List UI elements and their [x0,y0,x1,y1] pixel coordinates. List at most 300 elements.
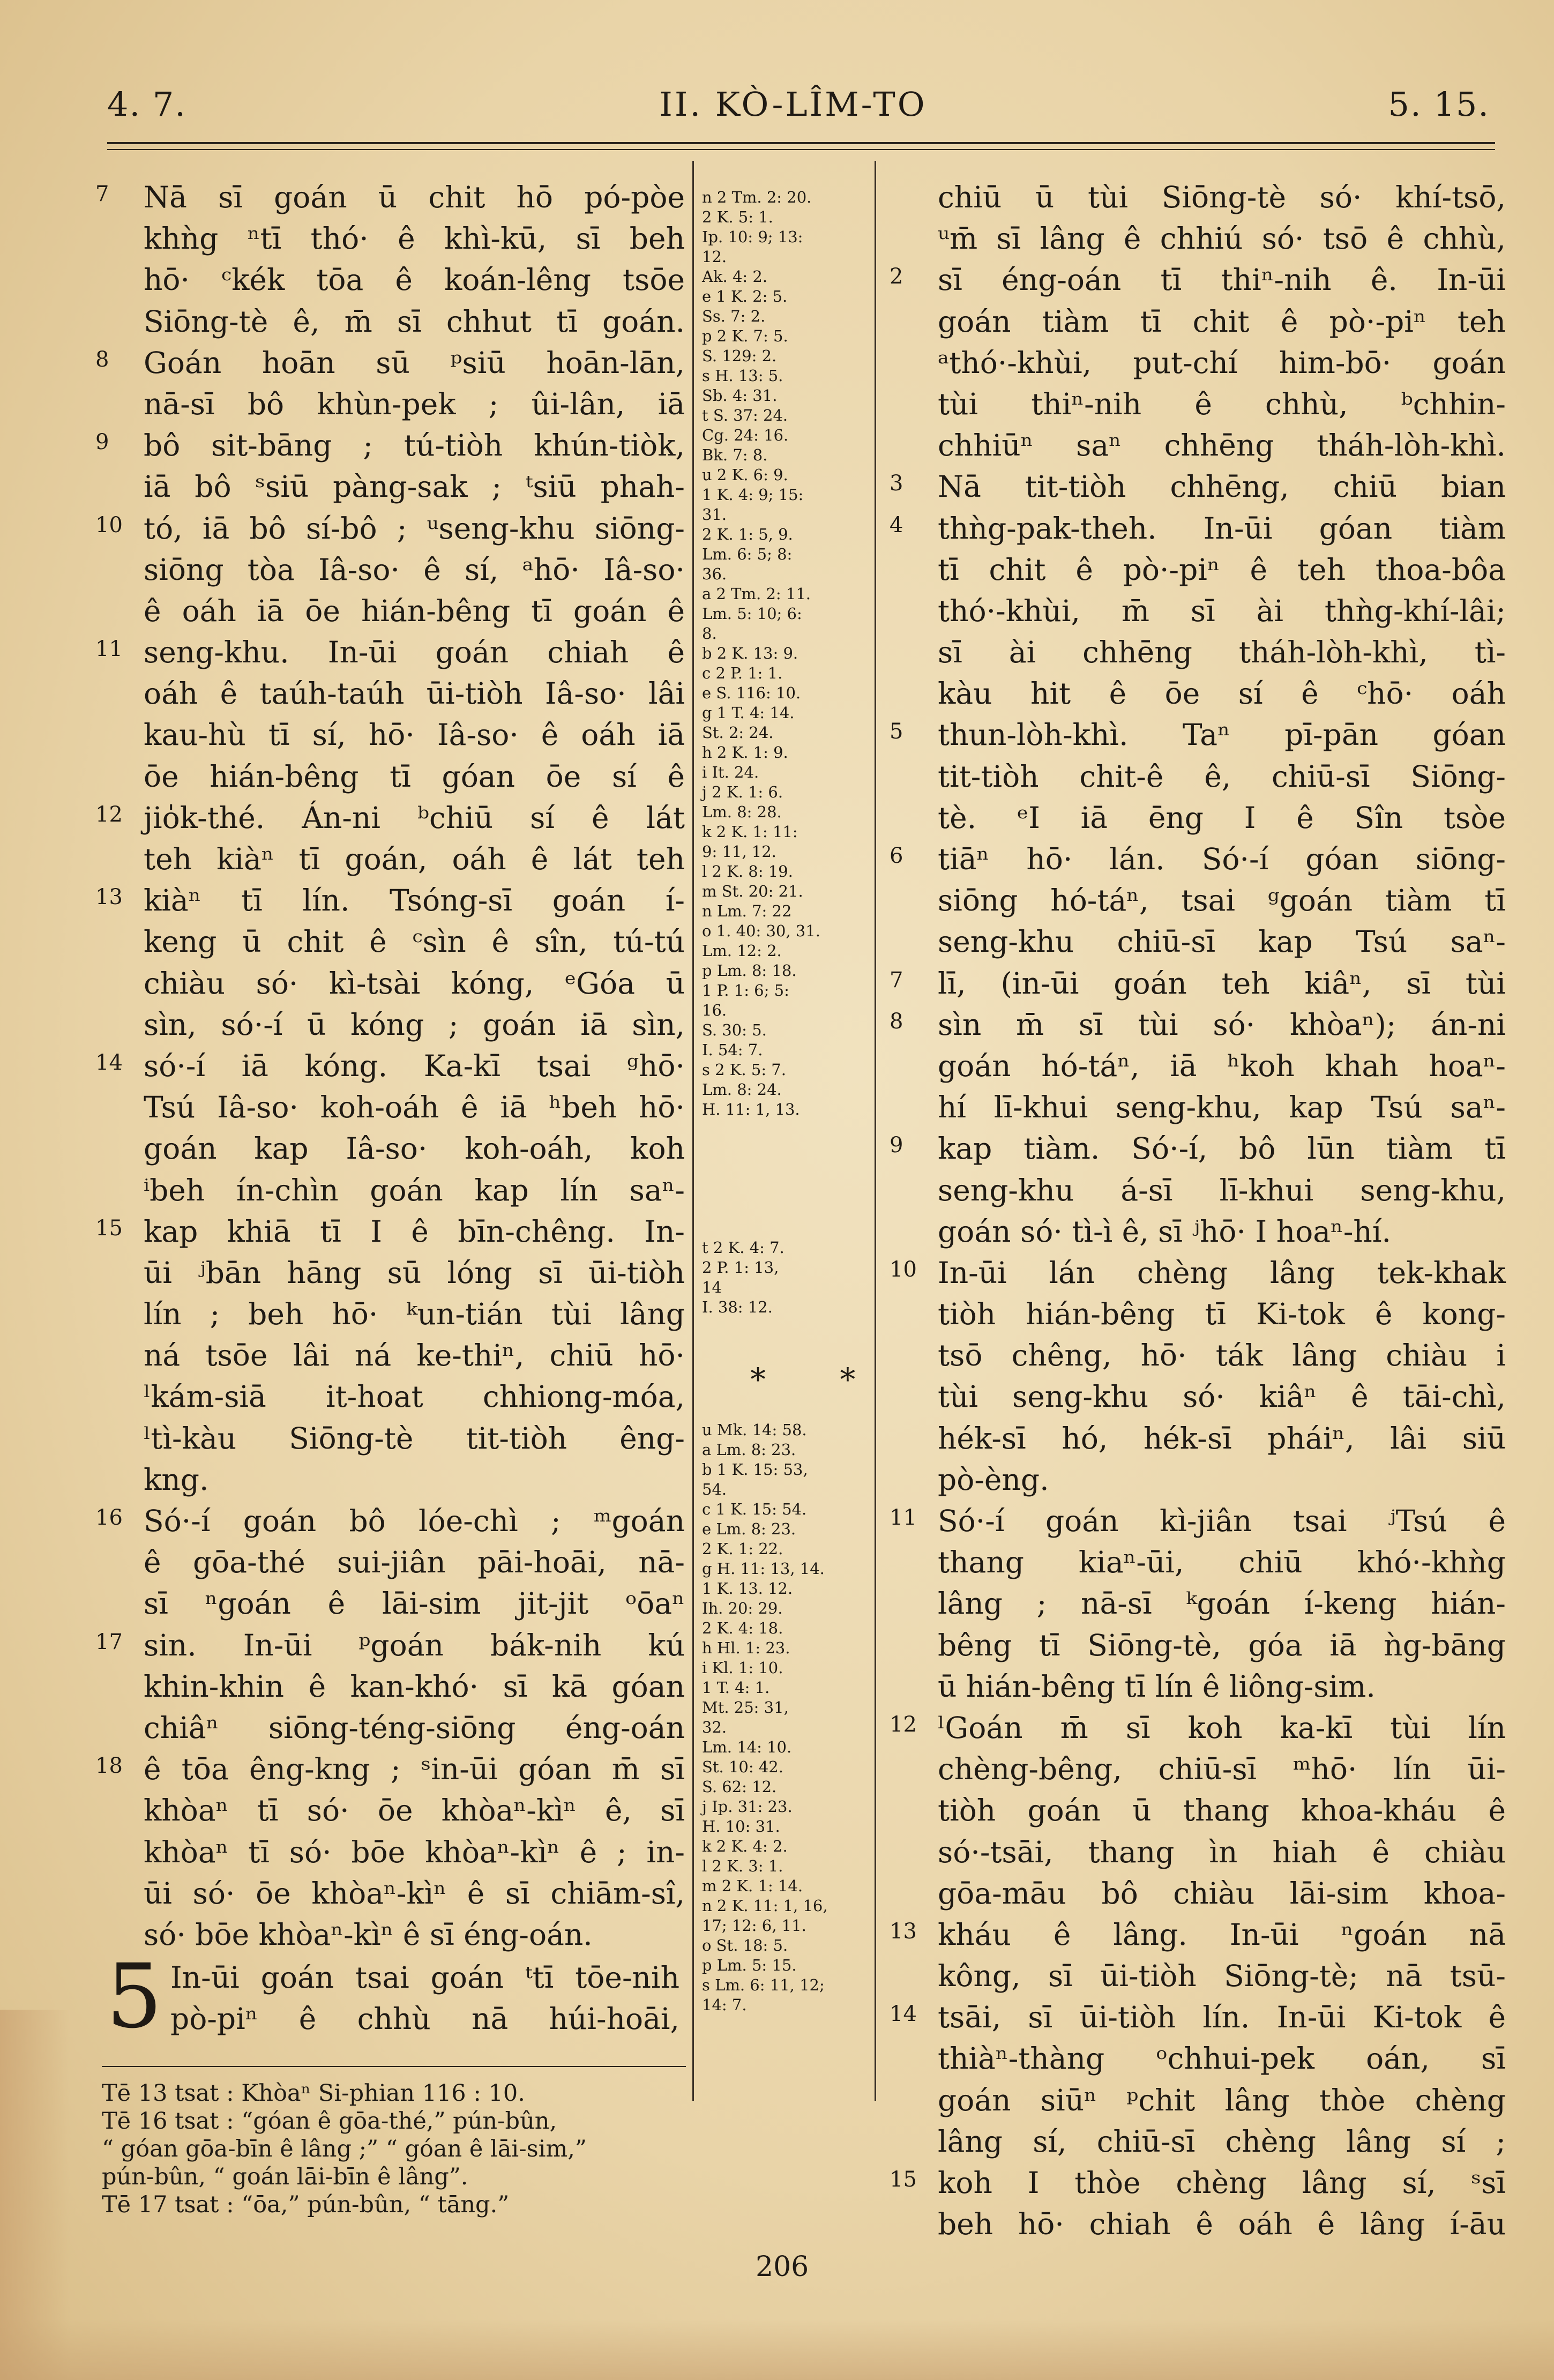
cross-reference: St. 10: 42. [702,1758,783,1776]
verse-text: In-ūi lán chèng lâng tek-khak [938,1255,1506,1290]
cross-reference: 54. [702,1480,727,1498]
text-line [95,384,685,425]
cross-reference: j 2 K. 1: 6. [702,783,783,801]
verse-text: thang kiaⁿ-ūi, chiū khó·-khǹg [938,1545,1506,1580]
cross-reference: i Kl. 1: 10. [702,1659,783,1677]
verse-number: 17 [95,1629,123,1654]
cross-reference: Ss. 7: 2. [702,307,766,325]
cross-references-bottom [702,1420,868,2015]
verse-text: Tsú Iâ-so· koh-oáh ê iā ʰbeh hō· [144,1090,685,1125]
text-line [95,1046,685,1087]
verse-text: chiàu só· kì-tsài kóng, ᵉGóa ū [144,966,685,1001]
text-line [890,880,1506,921]
text-line [890,549,1506,591]
verse-number: 18 [95,1754,123,1779]
verse-text: Só·-í goán kì-jiân tsai ʲTsú ê [938,1504,1506,1538]
verse-text: siōng tòa Iâ-so· ê sí, ᵃhō· Iâ-so· [144,552,685,587]
text-line [95,1832,685,1873]
verse-text: hō· ᶜkék tōa ê koán-lêng tsōe [144,263,685,297]
cross-reference: Ak. 4: 2. [702,267,768,286]
cross-reference: h Hl. 1: 23. [702,1639,790,1657]
cross-reference: 32. [702,1718,727,1736]
chapter-number: 5 [106,1945,162,2048]
verse-text: gōa-māu bô chiàu lāi-sim khoa- [938,1876,1506,1911]
verse-number: 8 [890,1009,903,1034]
text-line [890,714,1506,756]
text-line [95,1542,685,1583]
footnotes [102,2079,686,2219]
verse-text: Nā sī goán ū chit hō pó-pòe [144,180,685,214]
verse-text: goán siūⁿ ᵖchit lâng thòe chèng [938,2083,1506,2117]
cross-reference: 1 T. 4: 1. [702,1678,770,1697]
text-line [95,756,685,797]
cross-reference: Lm. 5: 10; 6: [702,605,802,623]
text-line [890,1749,1506,1790]
verse-text: jio̍k-thé. Án-ni ᵇchiū sí ê lát [144,800,685,835]
cross-reference: s H. 13: 5. [702,367,783,385]
text-line [890,384,1506,425]
verse-text: seng-khu á-sī lī-khui seng-khu, [938,1173,1506,1207]
verse-text: só·-tsāi, thang ìn hiah ê chiàu [938,1834,1506,1869]
footnote-line: “ góan gōa-bīn ê lâng ;” “ góan ê lāi-sim,” [102,2136,587,2162]
cross-reference: u Mk. 14: 58. [702,1421,807,1439]
text-line [890,1583,1506,1624]
verse-text: teh kiàⁿ tī goán, oáh ê lát teh [144,842,685,876]
cross-reference: h 2 K. 1: 9. [702,743,788,762]
cross-reference: p 2 K. 7: 5. [702,327,788,345]
cross-reference: Lm. 12: 2. [702,942,782,960]
verse-text: beh hō· chiah ê oáh ê lâng í-āu [938,2207,1506,2242]
verse-text: goán kap Iâ-so· koh-oáh, koh [144,1131,685,1166]
verse-text: kông, sī ūi-tiòh Siōng-tè; nā tsū- [938,1959,1506,1994]
verse-text: ˡGoán m̄ sī koh ka-kī tùi lín [938,1710,1506,1745]
verse-text: lín ; beh hō· ᵏun-tián tùi lâng [144,1297,685,1332]
text-line [95,1666,685,1707]
text-line [95,797,685,839]
cross-reference: H. 10: 31. [702,1817,780,1836]
verse-number: 7 [95,182,109,206]
verse-number: 11 [890,1505,917,1530]
verse-number: 16 [95,1505,123,1530]
cross-reference: I. 38: 12. [702,1298,773,1316]
verse-text: thun-lòh-khì. Taⁿ pī-pān góan [938,718,1506,752]
verse-number: 12 [95,802,123,827]
text-line [95,1459,685,1501]
cross-reference: n 2 K. 11: 1, 16, [702,1897,828,1915]
header-rule-thin [107,149,1495,150]
text-line [95,1749,685,1790]
text-line [890,2038,1506,2079]
cross-reference: o St. 18: 5. [702,1936,788,1954]
verse-number: 4 [890,512,903,538]
verse-number: 12 [890,1712,917,1737]
cross-reference: 8. [702,624,717,643]
cross-reference: 2 K. 5: 1. [702,208,773,226]
text-line [890,177,1506,218]
cross-reference: 1 K. 4: 9; 15: [702,486,804,504]
left-text-column [95,177,685,1956]
verse-text: só· bōe khòaⁿ-kìⁿ ê sī éng-oán. [144,1917,593,1952]
verse-text: tiòh hián-bêng tī Ki-tok ê kong- [938,1297,1506,1332]
cross-reference: S. 30: 5. [702,1021,767,1039]
text-line [890,301,1506,342]
verse-text: tùi seng-khu só· kiâⁿ ê tāi-chì, [938,1379,1506,1414]
text-line [95,301,685,342]
separator-stars: * * [750,1361,888,1398]
verse-text: pò-èng. [938,1462,1049,1497]
verse-number: 15 [95,1215,123,1241]
text-line [890,1997,1506,2038]
verse-number: 9 [890,1133,903,1158]
verse-number: 7 [890,967,903,993]
cross-reference: k 2 K. 4: 2. [702,1837,788,1855]
verse-text: Goán hoān sū ᵖsiū hoān-lān, [144,345,685,380]
verse-text: lâng sí, chiū-sī chèng lâng sí ; [938,2124,1506,2159]
text-line [95,1128,685,1169]
right-text-column [890,177,1506,2245]
text-line [95,880,685,921]
text-line [95,1914,685,1956]
verse-text: ˡkám-siā it-hoat chhiong-móa, [144,1379,685,1414]
text-line [890,1832,1506,1873]
verse-text: chèng-bêng, chiū-sī ᵐhō· lín ūi- [938,1752,1506,1787]
text-line [890,673,1506,714]
text-line [890,1211,1506,1252]
cross-reference: Ip. 10: 9; 13: [702,228,803,246]
cross-reference: p Lm. 5: 15. [702,1956,797,1974]
text-line [95,1252,685,1294]
chapter-line-1: In-ūi goán tsai goán ᵗtī tōe-nih [170,1960,679,1995]
text-line [890,2204,1506,2245]
text-line [890,508,1506,549]
cross-reference: c 1 K. 15: 54. [702,1500,807,1518]
cross-reference: Lm. 8: 28. [702,803,782,821]
text-line [95,1707,685,1749]
cross-reference: j Ip. 31: 23. [702,1797,793,1816]
text-line [890,921,1506,963]
text-line [890,1625,1506,1666]
verse-text: nā-sī bô khùn-pek ; ûi-lân, iā [144,386,685,421]
cross-reference: p Lm. 8: 18. [702,961,797,980]
verse-text: kháu ê lâng. In-ūi ⁿgoán nā [938,1917,1506,1952]
cross-reference: t S. 37: 24. [702,406,788,424]
chapter-line-2: pò-piⁿ ê chhù nā húi-hoāi, [170,2002,679,2036]
cross-reference: 14: 7. [702,1996,747,2014]
verse-text: tiāⁿ hō· lán. Só·-í góan siōng- [938,842,1506,876]
text-line [890,963,1506,1004]
text-line [890,342,1506,384]
cross-reference: a Lm. 8: 23. [702,1441,796,1459]
text-line [95,1087,685,1128]
verse-text: seng-khu chiū-sī kap Tsú saⁿ- [938,924,1506,959]
text-line [890,1459,1506,1501]
verse-text: bô sit-bāng ; tú-tiòh khún-tiòk, [144,428,685,463]
verse-text: Nā tit-tiòh chhēng, chiū bian [938,469,1506,504]
verse-text: Só·-í goán bô lóe-chì ; ᵐgoán [144,1504,685,1538]
cross-reference: l 2 K. 3: 1. [702,1857,783,1875]
verse-text: thiàⁿ-thàng ᵒchhui-pek oán, sī [938,2041,1506,2076]
verse-text: ᵘm̄ sī lâng ê chhiú só· tsō ê chhù, [938,221,1506,256]
verse-text: goán hó-táⁿ, iā ʰkoh khah hoaⁿ- [938,1048,1506,1083]
cross-reference: 2 K. 1: 5, 9. [702,525,793,543]
cross-reference: S. 62: 12. [702,1778,777,1796]
text-line [95,963,685,1004]
cross-reference: 1 K. 13. 12. [702,1579,793,1598]
text-line [95,1790,685,1831]
verse-text: lâng ; nā-sī ᵏgoán í-keng hián- [938,1586,1506,1621]
verse-text: siōng hó-táⁿ, tsai ᵍgoán tiàm tī [938,883,1506,918]
text-line [95,177,685,218]
verse-text: thó·-khùi, m̄ sī ài thǹg-khí-lâi; [938,593,1506,628]
cross-reference: c 2 P. 1: 1. [702,664,783,682]
text-line [95,218,685,259]
cross-reference: a 2 Tm. 2: 11. [702,585,811,603]
text-line [95,466,685,508]
verse-text: khòaⁿ tī só· bōe khòaⁿ-kìⁿ ê ; in- [144,1834,685,1869]
cross-reference: 2 K. 4: 18. [702,1619,783,1637]
cross-reference: 14 [702,1278,722,1296]
verse-text: thǹg-pak-theh. In-ūi góan tiàm [938,511,1506,546]
text-line [890,1046,1506,1087]
text-line [95,1873,685,1914]
verse-number: 13 [890,1919,917,1944]
cross-reference: i It. 24. [702,763,759,781]
text-line [95,1418,685,1459]
text-line [890,259,1506,301]
text-line [95,921,685,963]
verse-text: sī ài chhēng tháh-lòh-khì, tì- [938,635,1506,670]
verse-number: 15 [890,2167,917,2192]
verse-number: 8 [95,347,109,372]
cross-reference: u 2 K. 6: 9. [702,466,788,484]
verse-text: bêng tī Siōng-tè, góa iā ǹg-bāng [938,1628,1506,1662]
verse-text: kng. [144,1462,209,1497]
text-line [890,1335,1506,1376]
cross-reference: I. 54: 7. [702,1041,763,1059]
text-line [95,1004,685,1046]
verse-number: 9 [95,430,109,455]
verse-text: sī éng-oán tī thiⁿ-nih ê. In-ūi [938,263,1506,297]
cross-reference: b 1 K. 15: 53, [702,1460,808,1479]
verse-text: tsāi, sī ūi-tiòh lín. In-ūi Ki-tok ê [938,2000,1506,2035]
cross-reference: k 2 K. 1: 11: [702,823,798,841]
cross-reference: n 2 Tm. 2: 20. [702,188,812,206]
header-book-title: II. KÒ-LÎM-TO [659,85,927,124]
cross-reference: 16. [702,1001,727,1019]
verse-text: Siōng-tè ê, m̄ sī chhut tī goán. [144,304,685,339]
cross-reference: Ih. 20: 29. [702,1599,783,1617]
cross-reference: Lm. 14: 10. [702,1738,792,1756]
verse-text: tiòh goán ū thang khoa-kháu ê [938,1793,1506,1828]
cross-reference: m 2 K. 1: 14. [702,1877,803,1895]
verse-text: ū hián-bêng tī lín ê liông-sim. [938,1669,1376,1704]
text-line [890,797,1506,839]
footnote-line: Tē 16 tsat : “góan ê gōa-thé,” pún-bûn, [102,2108,557,2135]
column-divider-left [692,161,694,2101]
footnote-rule [102,2066,686,2067]
verse-text: tó, iā bô sí-bô ; ᵘseng-khu siōng- [144,511,685,546]
cross-reference: 12. [702,248,727,266]
text-line [890,1252,1506,1294]
verse-text: oáh ê taúh-taúh ūi-tiòh Iâ-so· lâi [144,676,685,711]
text-line [95,1294,685,1335]
text-line [95,549,685,591]
verse-text: ˡtì-kàu Siōng-tè tit-tiòh êng- [144,1421,685,1456]
text-line [890,1501,1506,1542]
footnote-line: Tē 13 tsat : Khòaⁿ Si-phian 116 : 10. [102,2080,525,2107]
verse-text: ᵃthó·-khùi, put-chí him-bō· goán [938,345,1506,380]
cross-reference: Lm. 8: 24. [702,1080,782,1099]
header-rule [107,142,1495,144]
text-line [890,839,1506,880]
verse-text: seng-khu. In-ūi goán chiah ê [144,635,685,670]
verse-text: khǹg ⁿtī thó· ê khì-kū, sī beh [144,221,685,256]
verse-text: goán tiàm tī chit ê pò·-piⁿ teh [938,304,1506,339]
verse-number: 14 [95,1050,123,1075]
text-line [890,218,1506,259]
cross-reference: t 2 K. 4: 7. [702,1239,785,1257]
cross-reference: H. 11: 1, 13. [702,1100,800,1118]
verse-number: 10 [95,512,123,538]
header-right-ref: 5. 15. [1388,85,1490,124]
verse-text: ūi só· ōe khòaⁿ-kìⁿ ê sī chiām-sî, [144,1876,685,1911]
chapter-start [95,1945,685,2048]
text-line [95,839,685,880]
verse-text: sī ⁿgoán ê lāi-sim jit-jit ᵒōaⁿ [144,1586,685,1621]
verse-text: hék-sī hó, hék-sī pháiⁿ, lâi siū [938,1421,1506,1456]
verse-text: iā bô ˢsiū pàng-sak ; ᵗsiū phah- [144,469,685,504]
cross-reference: s Lm. 6: 11, 12; [702,1976,825,1994]
text-line [890,1873,1506,1914]
text-line [95,673,685,714]
verse-text: tùi thiⁿ-nih ê chhù, ᵇchhin- [938,386,1506,421]
verse-text: tit-tiòh chit-ê ê, chiū-sī Siōng- [938,759,1506,794]
cross-reference: n Lm. 7: 22 [702,902,792,920]
cross-references-top [702,188,868,1120]
verse-text: ōe hián-bêng tī góan ōe sí ê [144,759,685,794]
verse-text: ê oáh iā ōe hián-bêng tī goán ê [144,593,685,628]
text-line [890,2080,1506,2121]
cross-reference: l 2 K. 8: 19. [702,862,793,881]
text-line [890,1707,1506,1749]
verse-number: 10 [890,1257,917,1282]
cross-reference: e Lm. 8: 23. [702,1520,796,1538]
footnote-line: Tē 17 tsat : “ōa,” pún-bûn, “ tāng.” [102,2191,510,2218]
cross-reference: b 2 K. 13: 9. [702,644,798,662]
cross-reference: S. 129: 2. [702,347,777,365]
verse-text: hí lī-khui seng-khu, kap Tsú saⁿ- [938,1090,1506,1125]
verse-text: sìn, só·-í ū kóng ; goán iā sìn, [144,1007,685,1042]
verse-text: ⁱbeh ín-chìn goán kap lín saⁿ- [144,1173,685,1207]
text-line [890,1087,1506,1128]
verse-text: khòaⁿ tī só· ōe khòaⁿ-kìⁿ ê, sī [144,1793,685,1828]
verse-text: ūi ʲbān hāng sū lóng sī ūi-tiòh [144,1255,685,1290]
verse-text: sìn m̄ sī tùi só· khòaⁿ); án-ni [938,1007,1506,1042]
verse-text: kàu hit ê ōe sí ê ᶜhō· oáh [938,676,1506,711]
cross-reference: g H. 11: 13, 14. [702,1560,825,1578]
verse-text: tè. ᵉI iā ēng I ê Sîn tsòe [938,800,1506,835]
verse-text: khin-khin ê kan-khó· sī kā góan [144,1669,685,1704]
cross-reference: St. 2: 24. [702,723,774,742]
verse-number: 5 [890,719,903,744]
cross-reference: 2 P. 1: 13, [702,1258,779,1277]
cross-reference: Bk. 7: 8. [702,446,768,464]
verse-text: koh I thòe chèng lâng sí, ˢsī [938,2166,1506,2200]
text-line [890,466,1506,508]
text-line [890,1542,1506,1583]
text-line [95,342,685,384]
text-line [890,1666,1506,1707]
text-line [890,2121,1506,2162]
verse-text: ná tsōe lâi ná ke-thiⁿ, chiū hō· [144,1338,685,1373]
text-line [890,1790,1506,1831]
text-line [95,1211,685,1252]
text-line [890,632,1506,673]
cross-reference: Lm. 6: 5; 8: [702,545,793,563]
text-line [890,1128,1506,1169]
cross-reference: e S. 116: 10. [702,684,801,702]
text-line [95,1583,685,1624]
cross-reference: 36. [702,565,727,583]
verse-text: chiū ū tùi Siōng-tè só· khí-tsō, [938,180,1506,214]
cross-references-middle [702,1238,868,1317]
header-left-ref: 4. 7. [107,85,187,124]
cross-reference: m St. 20: 21. [702,882,803,900]
text-line [890,1956,1506,1997]
verse-text: tsō chêng, hō· ták lâng chiàu i [938,1338,1506,1373]
text-line [95,1625,685,1666]
verse-text: ê tōa êng-kng ; ˢin-ūi góan m̄ sī [144,1752,685,1787]
text-line [95,1376,685,1417]
text-line [95,632,685,673]
text-line [890,1376,1506,1417]
verse-number: 3 [890,471,903,496]
cross-reference: o 1. 40: 30, 31. [702,922,820,940]
cross-reference: 31. [702,505,727,524]
text-line [890,1914,1506,1956]
text-line [95,591,685,632]
verse-text: só·-í iā kóng. Ka-kī tsai ᵍhō· [144,1048,685,1083]
cross-reference: g 1 T. 4: 14. [702,704,795,722]
text-line [95,508,685,549]
verse-text: kap tiàm. Só·-í, bô lūn tiàm tī [938,1131,1506,1166]
cross-reference: Mt. 25: 31, [702,1698,789,1717]
verse-text: chiâⁿ siōng-téng-siōng éng-oán [144,1710,685,1745]
cross-reference: Cg. 24: 16. [702,426,789,444]
cross-reference: 2 K. 1: 22. [702,1540,783,1558]
edge-stain-bottom [0,2321,1554,2380]
text-line [890,2162,1506,2204]
verse-text: ê gōa-thé sui-jiân pāi-hoāi, nā- [144,1545,685,1580]
verse-number: 6 [890,844,903,868]
column-divider-right [875,161,876,2101]
cross-reference: s 2 K. 5: 7. [702,1061,786,1079]
cross-reference: Sb. 4: 31. [702,386,778,405]
verse-number: 2 [890,264,903,289]
verse-text: kiàⁿ tī lín. Tsóng-sī goán í- [144,883,685,918]
verse-text: sin. In-ūi ᵖgoán bák-nih kú [144,1628,685,1662]
text-line [95,259,685,301]
text-line [95,1335,685,1376]
verse-text: lī, (in-ūi goán teh kiâⁿ, sī tùi [938,966,1506,1001]
verse-text: goán só· tì-ì ê, sī ʲhō· I hoaⁿ-hí. [938,1214,1391,1249]
text-line [95,1170,685,1211]
verse-text: tī chit ê pò·-piⁿ ê teh thoa-bôa [938,552,1506,587]
text-line [890,591,1506,632]
verse-number: 11 [95,637,123,662]
verse-text: kap khiā tī I ê bīn-chêng. In- [144,1214,685,1249]
cross-reference: e 1 K. 2: 5. [702,287,788,305]
